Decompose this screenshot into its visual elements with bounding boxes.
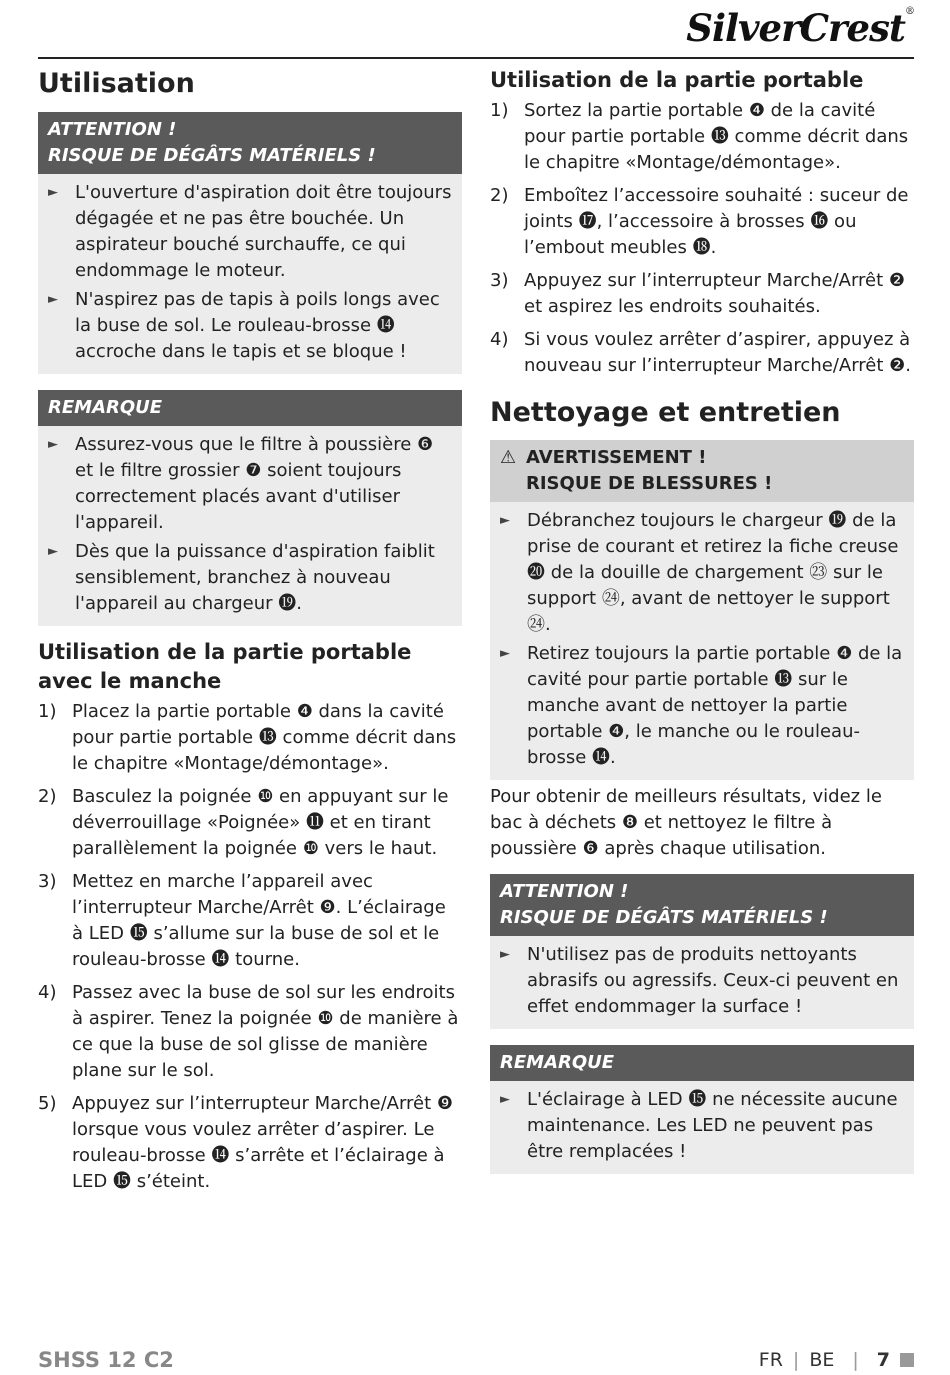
section-title-portable-manche: Utilisation de la partie portable avec le manche [38,640,412,693]
step-item: 3) Appuyez sur l’interrupteur Marche/Arrêt ❷ et aspirez les endroits souhaités. [490,270,906,318]
square-marker-icon [900,1353,914,1367]
attention-box [490,874,914,1029]
footer-nav [759,1349,914,1371]
step-item: 4) Passez avec la buse de sol sur les endroits à aspirer. Tenez la poignée ❿ de manière à ce que la buse de sol glisse de manière plane sur le sol. [38,982,459,1082]
arrow-icon: ► [48,185,58,201]
step-item: 4) Si vous voulez arrêter d’aspirer, appuyez à nouveau sur l’interrupteur Marche/Arrêt ❷. [490,329,911,377]
model-number: SHSS 12 C2 [38,1348,174,1372]
list-item: ► N'aspirez pas de tapis à poils longs avec la buse de sol. Le rouleau-brosse ⓮ accroche dans le tapis et se bloque ! [48,289,440,363]
attention-heading: ATTENTION ! RISQUE DE DÉGÂTS MATÉRIELS ! [490,874,914,936]
step-item: 3) Mettez en marche l’appareil avec l’interrupteur Marche/Arrêt ❾. L’éclairage à LED ⓯ s’allume sur la buse de sol et le rouleau-brosse ⓮ tourne. [38,871,446,971]
brand-logo: SilverCrest® [686,6,914,50]
arrow-icon: ► [500,512,510,528]
steps-list [490,98,914,379]
step-item: 1) Placez la partie portable ❹ dans la cavité pour partie portable ⓭ comme décrit dans le chapitre «Montage/démontage». [38,701,457,775]
arrow-icon: ► [500,645,510,661]
remarque-box [490,1045,914,1174]
attention-heading: ATTENTION ! RISQUE DE DÉGÂTS MATÉRIELS ! [38,112,462,174]
list-item: ► Assurez-vous que le filtre à poussière ❻ et le filtre grossier ❼ soient toujours correctement placés avant d'utiliser l'appareil. [48,434,434,534]
arrow-icon: ► [48,437,58,453]
separator: | [852,1349,859,1371]
arrow-icon: ► [48,544,58,560]
section-title-nettoyage: Nettoyage et entretien [490,397,841,429]
right-column [490,64,914,1174]
step-item: 1) Sortez la partie portable ❹ de la cavité pour partie portable ⓭ comme décrit dans le chapitre «Montage/démontage». [490,100,909,174]
remarque-box [38,390,462,626]
language-fr: FR [758,1349,783,1371]
left-column [38,64,462,1202]
cleaning-paragraph: Pour obtenir de meilleurs résultats, videz le bac à déchets ❽ et nettoyez le filtre à poussière ❻ après chaque utilisation. [490,785,882,859]
warning-box [490,440,914,780]
list-item: ► Retirez toujours la partie portable ❹ de la cavité pour partie portable ⓭ sur le manche avant de nettoyer la partie portable ❹, le manche ou le rouleau-brosse ⓮. [500,642,903,768]
remarque-heading: REMARQUE [490,1045,914,1081]
language-be: BE [809,1349,835,1371]
list-item: ► Dès que la puissance d'aspiration faiblit sensiblement, branchez à nouveau l'appareil au chargeur ⓳. [48,541,435,615]
attention-box [38,112,462,374]
step-item: 2) Basculez la poignée ❿ en appuyant sur le déverrouillage «Poignée» ⓫ et en tirant parallèlement la poignée ❿ vers le haut. [38,786,449,860]
list-item: ► L'ouverture d'aspiration doit être toujours dégagée et ne pas être bouchée. Un aspirateur bouché surchauffe, ce qui endommage le moteur. [48,182,452,282]
separator: | [792,1349,800,1371]
arrow-icon: ► [500,1091,510,1107]
page-number: 7 [876,1349,890,1371]
step-item: 2) Emboîtez l’accessoire souhaité : suceur de joints ⓱, l’accessoire à brosses ⓰ ou l’embout meubles ⓲. [490,185,909,259]
arrow-icon: ► [500,946,510,962]
remarque-heading: REMARQUE [38,390,462,426]
list-item: ► N'utilisez pas de produits nettoyants abrasifs ou agressifs. Ceux-ci peuvent en effet endommager la surface ! [500,943,899,1017]
header-rule [38,57,914,59]
arrow-icon: ► [48,292,58,308]
warning-heading: ⚠ AVERTISSEMENT ! RISQUE DE BLESSURES ! [490,440,914,502]
list-item: ► Débranchez toujours le chargeur ⓳ de la prise de courant et retirez la fiche creuse ⓴ de la douille de chargement ㉓ sur le support ㉔, avant de nettoyer le support ㉔. [500,509,899,635]
steps-list [38,699,462,1195]
section-title-utilisation: Utilisation [38,68,195,99]
warning-triangle-icon: ⚠ [500,446,517,468]
section-title-portable: Utilisation de la partie portable [490,68,864,92]
step-item: 5) Appuyez sur l’interrupteur Marche/Arrêt ❾ lorsque vous voulez arrêter d’aspirer. Le rouleau-brosse ⓮ s’arrête et l’éclairage à LED ⓯ s’éteint. [38,1093,454,1193]
list-item: ► L'éclairage à LED ⓯ ne nécessite aucune maintenance. Les LED ne peuvent pas être remplacées ! [500,1088,898,1162]
